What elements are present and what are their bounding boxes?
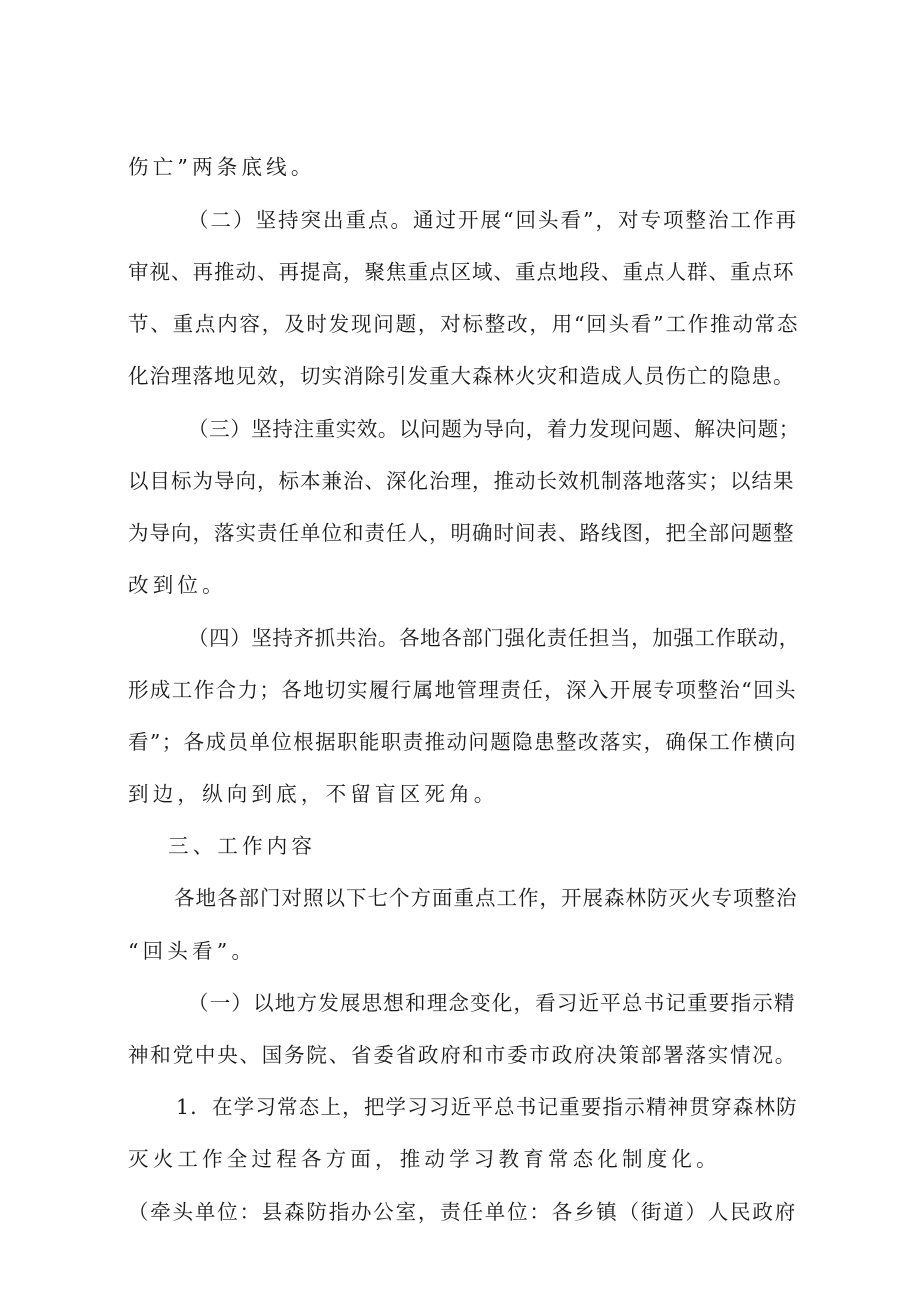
text-line: 看”；各成员单位根据职能职责推动问题隐患整改落实，确保工作横向 [128, 730, 797, 754]
text-line: 改到位。 [128, 573, 227, 597]
text-line: 灭火工作全过程各方面，推动学习教育常态化制度化。 [128, 1147, 721, 1171]
text-line: 形成工作合力；各地切实履行属地管理责任，深入开展专项整治“回头 [128, 678, 797, 702]
text-line: 化治理落地见效，切实消除引发重大森林火灾和造成人员伤亡的隐患。 [128, 364, 795, 388]
text-line: （三）坚持注重实效。以问题为导向，着力发现问题、解决问题； [188, 417, 800, 441]
text-line: （二）坚持突出重点。通过开展“回头看”，对专项整治工作再 [188, 208, 798, 232]
text-line: 节、重点内容，及时发现问题，对标整改，用“回头看”工作推动常态 [128, 312, 800, 336]
text-line: 到边，纵向到底，不留盲区死角。 [128, 782, 499, 806]
text-line: 各地各部门对照以下七个方面重点工作，开展森林防灭火专项整治 [174, 886, 798, 910]
text-line: 伤亡”两条底线。 [128, 155, 316, 179]
text-line: （一）以地方发展思想和理念变化，看习近平总书记重要指示精 [188, 991, 796, 1015]
text-line: 以目标为导向，标本兼治、深化治理，推动长效机制落地落实；以结果 [128, 469, 795, 493]
text-line: “回头看”。 [128, 939, 257, 963]
section-heading: 三、工作内容 [168, 834, 317, 858]
text-line: 1．在学习常态上，把学习习近平总书记重要指示精神贯穿森林防 [176, 1095, 798, 1119]
text-line: （牵头单位：县森防指办公室，责任单位：各乡镇（街道）人民政府 [128, 1200, 797, 1224]
text-line: （四）坚持齐抓共治。各地各部门强化责任担当，加强工作联动， [188, 626, 800, 650]
text-line: 审视、再推动、再提高，聚焦重点区域、重点地段、重点人群、重点环 [128, 260, 795, 284]
text-line: 为导向，落实责任单位和责任人，明确时间表、路线图，把全部问题整 [128, 521, 795, 545]
text-line: 神和党中央、国务院、省委省政府和市委市政府决策部署落实情况。 [128, 1043, 797, 1067]
